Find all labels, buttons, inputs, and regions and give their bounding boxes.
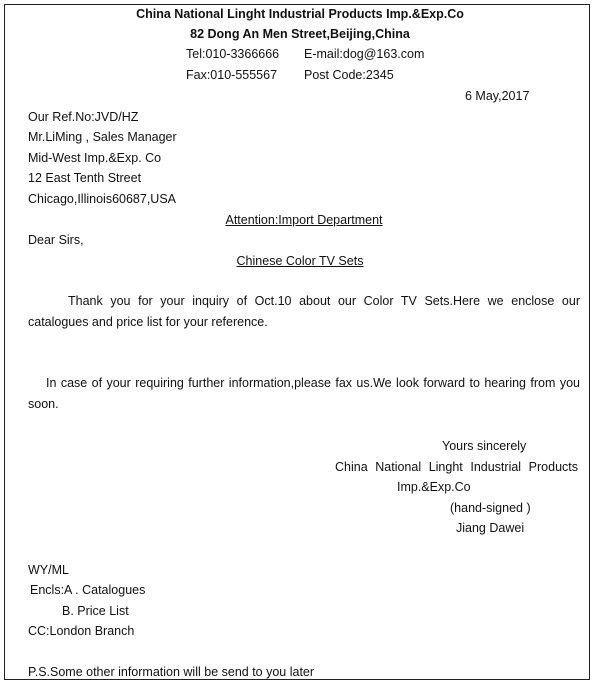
body-paragraph-1: Thank you for your inquiry of Oct.10 about our Color TV Sets.Here we enclose our catalogues and price list for your reference. bbox=[28, 294, 580, 329]
recipient-name: Mr.LiMing , Sales Manager bbox=[28, 130, 177, 144]
closing-company-line1: China National Linght Industrial Products bbox=[335, 460, 578, 474]
company-name: China National Linght Industrial Products Imp.&Exp.Co bbox=[136, 7, 464, 21]
reference-number: Our Ref.No:JVD/HZ bbox=[28, 110, 139, 124]
postscript: P.S.Some other information will be send to you later bbox=[28, 665, 315, 679]
signer-name: Jiang Dawei bbox=[456, 521, 525, 535]
recipient-street: 12 East Tenth Street bbox=[28, 171, 142, 185]
reference-initials: WY/ML bbox=[28, 563, 69, 577]
signature-note: (hand-signed ) bbox=[450, 501, 531, 515]
attention-line-wrap bbox=[0, 212, 600, 228]
letter-date: 6 May,2017 bbox=[465, 89, 530, 103]
enclosure-price-list: B. Price List bbox=[62, 604, 129, 618]
subject-line: Chinese Color TV Sets bbox=[236, 254, 364, 268]
salutation: Dear Sirs, bbox=[28, 233, 84, 247]
company-postcode: Post Code:2345 bbox=[304, 68, 394, 82]
recipient-city: Chicago,Illinois60687,USA bbox=[28, 192, 177, 206]
letter-frame bbox=[4, 4, 590, 680]
subject-line-wrap bbox=[0, 253, 600, 269]
attention-line: Attention:Import Department bbox=[225, 213, 383, 227]
enclosure-catalogues: Encls:A . Catalogues bbox=[30, 583, 146, 597]
body-paragraph-2: In case of your requiring further information,please fax us.We look forward to hearing from you soon. bbox=[28, 376, 580, 411]
complimentary-close: Yours sincerely bbox=[442, 439, 527, 453]
company-tel: Tel:010-3366666 bbox=[186, 47, 280, 61]
company-email: E-mail:dog@163.com bbox=[304, 47, 425, 61]
closing-company-line2: Imp.&Exp.Co bbox=[397, 480, 471, 494]
company-fax: Fax:010-555567 bbox=[186, 68, 278, 82]
carbon-copy: CC:London Branch bbox=[28, 624, 135, 638]
company-address: 82 Dong An Men Street,Beijing,China bbox=[190, 27, 410, 41]
recipient-company: Mid-West Imp.&Exp. Co bbox=[28, 151, 162, 165]
